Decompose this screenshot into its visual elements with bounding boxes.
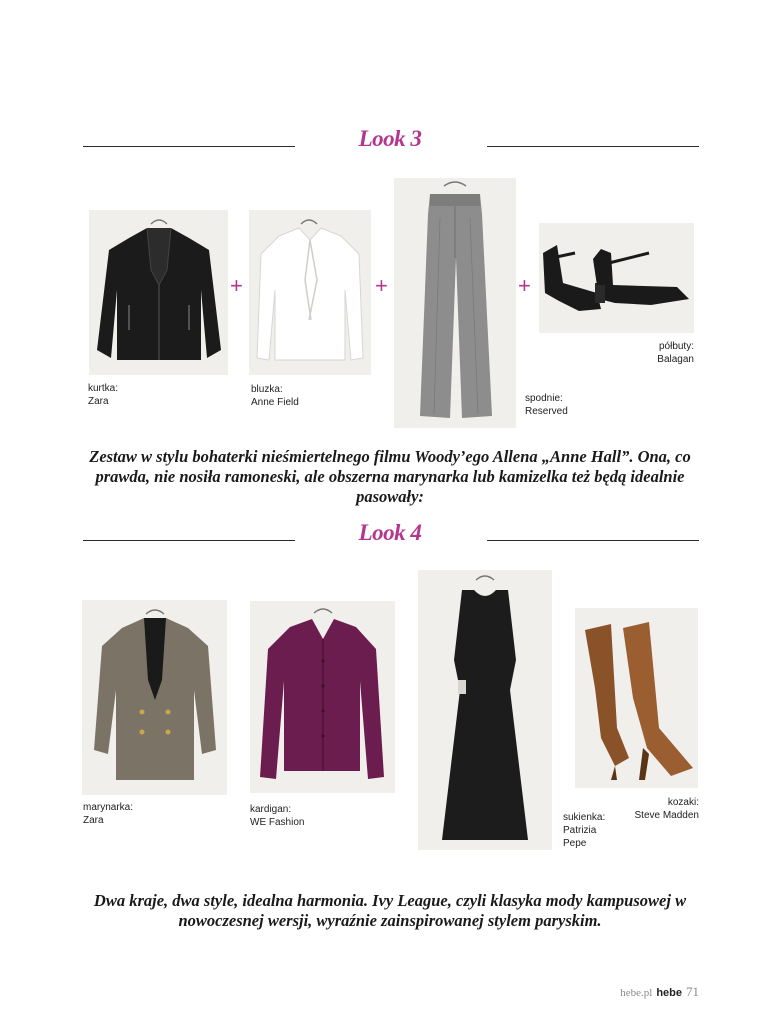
look4-rule-left <box>83 540 295 541</box>
trousers-icon <box>394 178 516 428</box>
item-brand: Zara <box>88 396 109 407</box>
caption-blouse <box>251 383 299 409</box>
page-footer <box>620 984 699 1000</box>
footer-brand-logo: hebe <box>656 987 682 999</box>
boots-icon <box>575 608 698 788</box>
item-label: kozaki: <box>667 797 699 808</box>
look4-title: Look 4 <box>358 520 422 545</box>
look4-rule-right <box>487 540 699 541</box>
item-brand: Reserved <box>525 406 568 417</box>
caption-jacket <box>88 382 118 408</box>
leather-jacket-icon <box>89 210 228 375</box>
cardigan-icon <box>250 601 395 793</box>
caption-trousers <box>525 392 568 418</box>
item-label: kurtka: <box>88 383 119 394</box>
item-brand: WE Fashion <box>250 817 305 828</box>
look4-description: Dwa kraje, dwa style, idealna harmonia. Ivy League, czyli klasyka mody kampusowej w nowoczesnej wersji, wyraźnie zainspirowanej stylem paryskim. <box>93 891 687 930</box>
item-label: marynarka: <box>83 802 134 813</box>
item-brand: Steve Madden <box>634 810 699 821</box>
shoes-icon <box>539 223 694 333</box>
caption-shoes <box>620 340 694 366</box>
item-brand: Anne Field <box>251 397 299 408</box>
blazer-icon <box>82 600 227 795</box>
plus-sign: + <box>375 273 388 298</box>
item-label: półbuty: <box>658 341 694 352</box>
caption-cardigan <box>250 803 304 829</box>
item-label: spodnie: <box>525 393 563 404</box>
item-brand: Pepe <box>563 838 587 849</box>
item-label: kardigan: <box>250 804 292 815</box>
caption-boots <box>620 796 699 822</box>
plus-sign: + <box>518 273 531 298</box>
dress-icon <box>418 570 552 850</box>
plus-sign: + <box>230 273 243 298</box>
look3-rule-right <box>487 146 699 147</box>
caption-blazer <box>83 801 133 827</box>
look3-title: Look 3 <box>358 126 422 151</box>
item-label: sukienka: <box>563 812 606 823</box>
blouse-icon <box>249 210 371 375</box>
footer-site: hebe.pl <box>620 987 653 999</box>
look3-description: Zestaw w stylu bohaterki nieśmiertelnego filmu Woody’ego Allena „Anne Hall”. Ona, co prawda, nie nosiła ramoneski, ale obszerna marynarka lub kamizelka też będą idealnie pasowały: <box>89 447 691 506</box>
item-brand: Patrizia <box>563 825 597 836</box>
page-number: 71 <box>686 984 699 999</box>
item-brand: Zara <box>83 815 104 826</box>
look3-rule-left <box>83 146 295 147</box>
item-brand: Balagan <box>657 354 694 365</box>
item-label: bluzka: <box>251 384 283 395</box>
caption-dress <box>563 811 605 850</box>
